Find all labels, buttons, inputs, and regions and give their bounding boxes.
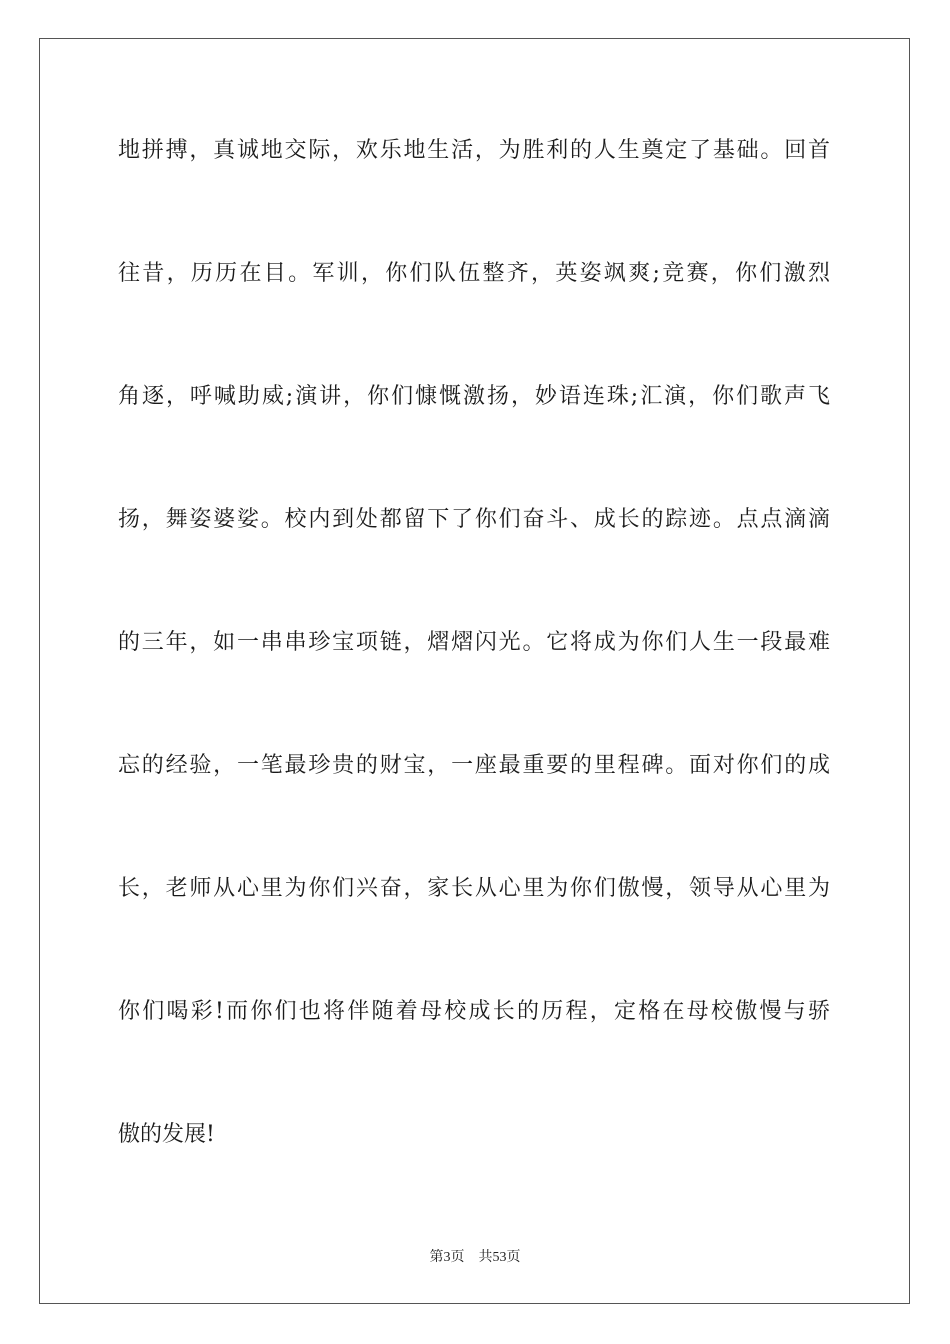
total-pages: 共53页 [478,1250,521,1265]
text-line: 往昔，历历在目。军训，你们队伍整齐，英姿飒爽;竞赛，你们激烈 [118,261,830,286]
text-line: 你们喝彩!而你们也将伴随着母校成长的历程，定格在母校傲慢与骄 [118,999,830,1024]
text-line: 长，老师从心里为你们兴奋，家长从心里为你们傲慢，领导从心里为 [118,876,830,901]
page-number: 第3页 [429,1250,465,1265]
page-footer [0,1246,950,1266]
text-line: 的三年，如一串串珍宝项链，熠熠闪光。它将成为你们人生一段最难 [118,630,830,655]
text-line: 地拼搏，真诚地交际，欢乐地生活，为胜利的人生奠定了基础。回首 [118,138,830,163]
text-line: 角逐，呼喊助威;演讲，你们慷慨激扬，妙语连珠;汇演，你们歌声飞 [118,384,830,409]
text-line: 扬，舞姿婆娑。校内到处都留下了你们奋斗、成长的踪迹。点点滴滴 [118,507,830,532]
body-text [118,123,830,1230]
text-line-last: 傲的发展! [118,1122,215,1147]
text-line: 忘的经验，一笔最珍贵的财宝，一座最重要的里程碑。面对你们的成 [118,753,830,778]
